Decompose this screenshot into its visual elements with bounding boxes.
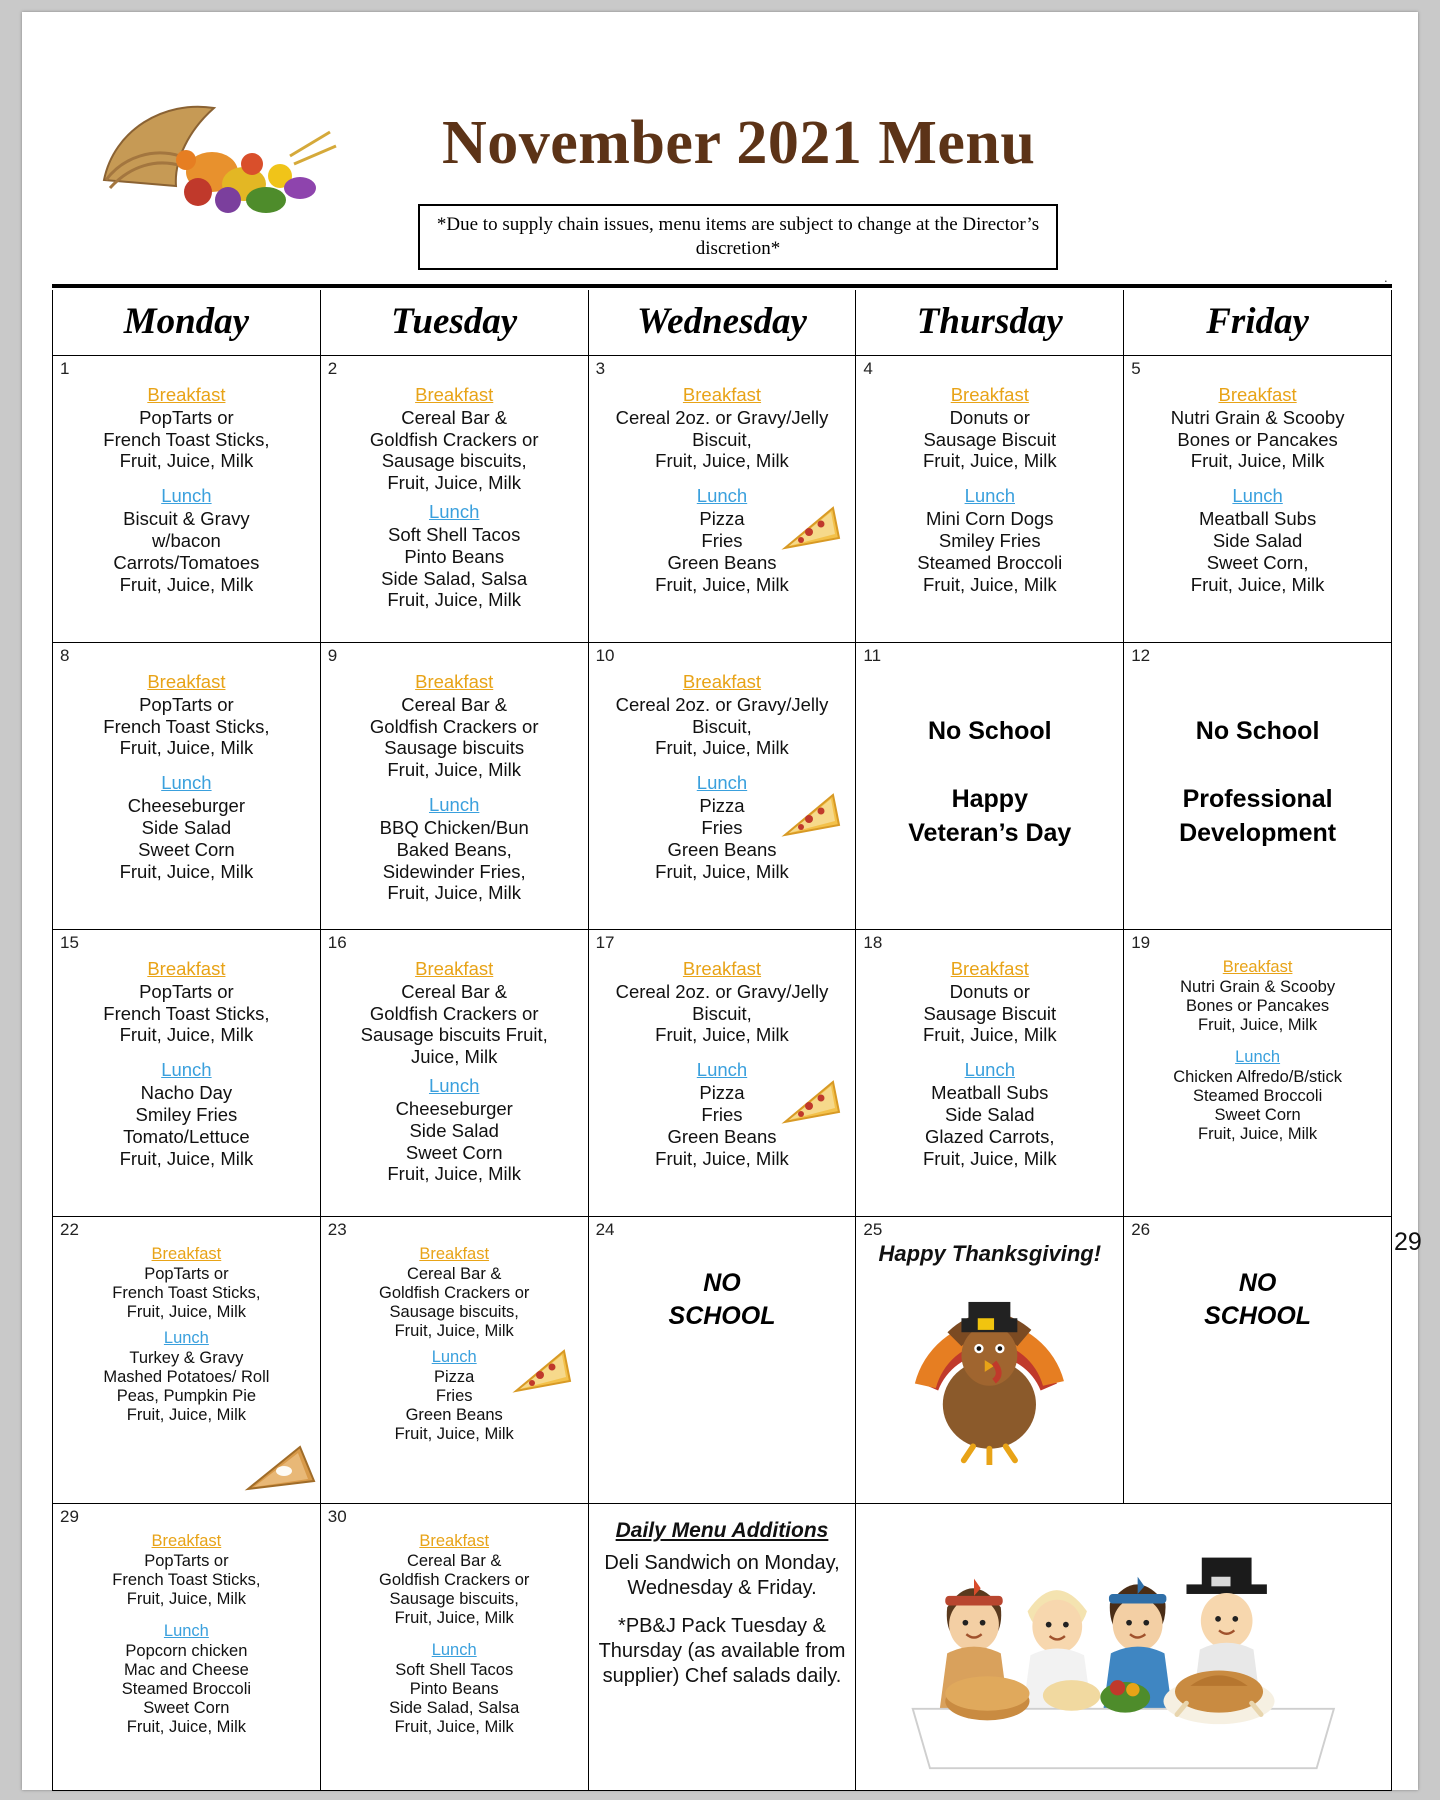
lunch-items: Meatball Subs Side Salad Glazed Carrots, Fruit, Juice, Milk — [922, 1082, 1057, 1169]
day-number: 2 — [327, 359, 338, 378]
breakfast-label: Breakfast — [147, 384, 226, 405]
day-number: 4 — [863, 359, 873, 378]
calendar-week-5 — [53, 1504, 1392, 1791]
day-content — [53, 1217, 320, 1431]
lunch-items: Cheeseburger Side Salad Sweet Corn Fruit, Juice, Milk — [387, 1097, 522, 1185]
pizza-icon — [781, 791, 843, 839]
lunch-items: Turkey & Gravy Mashed Potatoes/ Roll Peas, Pumpkin Pie Fruit, Juice, Milk — [103, 1348, 270, 1424]
weekday-tuesday: Tuesday — [320, 290, 588, 356]
day-content — [321, 643, 588, 910]
menu-calendar — [52, 290, 1392, 1791]
lunch-label: Lunch — [696, 1059, 748, 1081]
day-content — [321, 930, 588, 1191]
day-cell-15 — [53, 930, 321, 1217]
day-cell-23 — [320, 1217, 588, 1504]
day-number: 24 — [595, 1220, 615, 1239]
day-number: 9 — [327, 646, 338, 665]
day-content — [589, 643, 856, 888]
lunch-items: Meatball Subs Side Salad Sweet Corn, Fruit, Juice, Milk — [1190, 508, 1325, 595]
day-cell-2 — [320, 356, 588, 643]
breakfast-items: Cereal Bar & Goldfish Crackers or Sausage biscuits, Fruit, Juice, Milk — [369, 406, 539, 494]
day-cell-29 — [53, 1504, 321, 1791]
lunch-items: Pizza Fries Green Beans Fruit, Juice, Milk — [655, 1082, 789, 1169]
breakfast-items: Nutri Grain & Scooby Bones or Pancakes Fruit, Juice, Milk — [1180, 977, 1336, 1034]
day-content — [53, 643, 320, 888]
breakfast-items: PopTarts or French Toast Sticks, Fruit, Juice, Milk — [103, 980, 270, 1046]
holiday-note: Happy Veteran’s Day — [908, 784, 1072, 847]
daily-menu-additions — [589, 1504, 856, 1695]
lunch-label: Lunch — [161, 772, 212, 794]
day-content — [856, 643, 1123, 850]
calendar-week-4 — [53, 1217, 1392, 1504]
lunch-items: Biscuit & Gravy w/bacon Carrots/Tomatoes Fruit, Juice, Milk — [113, 508, 260, 595]
breakfast-items: Donuts or Sausage Biscuit Fruit, Juice, Milk — [922, 980, 1057, 1046]
lunch-label: Lunch — [964, 1059, 1015, 1081]
breakfast-items: Cereal 2oz. or Gravy/Jelly Biscuit, Fruit, Juice, Milk — [615, 980, 829, 1046]
calendar-week-2 — [53, 643, 1392, 930]
day-cell-1 — [53, 356, 321, 643]
breakfast-label: Breakfast — [151, 1245, 222, 1263]
day-cell-12 — [1124, 643, 1392, 930]
day-content — [589, 356, 856, 601]
lunch-label: Lunch — [163, 1328, 209, 1347]
weekday-monday: Monday — [53, 290, 321, 356]
lunch-items: Pizza Fries Green Beans Fruit, Juice, Milk — [394, 1367, 514, 1443]
breakfast-items: Cereal Bar & Goldfish Crackers or Sausage biscuits, Fruit, Juice, Milk — [379, 1551, 530, 1627]
pizza-icon — [512, 1347, 574, 1395]
lunch-label: Lunch — [428, 794, 480, 816]
lunch-label: Lunch — [1232, 485, 1283, 507]
day-content — [53, 1504, 320, 1743]
day-number: 15 — [60, 933, 79, 952]
weekday-header-row — [53, 290, 1392, 356]
lunch-label: Lunch — [163, 1621, 209, 1640]
breakfast-items: PopTarts or French Toast Sticks, Fruit, Juice, Milk — [103, 406, 270, 472]
breakfast-items: Cereal Bar & Goldfish Crackers or Sausage biscuits, Fruit, Juice, Milk — [379, 1264, 530, 1340]
additions-line-1: Deli Sandwich on Monday, Wednesday & Friday. — [604, 1552, 840, 1600]
day-content — [856, 356, 1123, 601]
lunch-items: Mini Corn Dogs Smiley Fries Steamed Broccoli Fruit, Juice, Milk — [917, 508, 1063, 595]
no-school-note: NO SCHOOL — [1204, 1269, 1312, 1330]
day-number: 17 — [595, 933, 615, 952]
breakfast-label: Breakfast — [415, 958, 494, 979]
day-number: 23 — [327, 1220, 347, 1239]
day-number: 25 — [863, 1220, 883, 1239]
breakfast-label: Breakfast — [1218, 384, 1297, 405]
lunch-items: BBQ Chicken/Bun Baked Beans, Sidewinder Fries, Fruit, Juice, Milk — [379, 816, 529, 904]
day-cell-10 — [588, 643, 856, 930]
day-number: 19 — [1131, 933, 1151, 952]
day-cell-9 — [320, 643, 588, 930]
day-cell-16 — [320, 930, 588, 1217]
breakfast-label: Breakfast — [419, 1532, 490, 1550]
lunch-label: Lunch — [964, 485, 1015, 507]
breakfast-label: Breakfast — [147, 671, 226, 692]
day-number: 30 — [327, 1507, 347, 1526]
lunch-items: Cheeseburger Side Salad Sweet Corn Fruit, Juice, Milk — [119, 795, 254, 882]
day-number: 26 — [1131, 1220, 1151, 1239]
day-cell-3 — [588, 356, 856, 643]
day-cell-24 — [588, 1217, 856, 1504]
calendar-week-3 — [53, 930, 1392, 1217]
breakfast-items: Donuts or Sausage Biscuit Fruit, Juice, Milk — [922, 406, 1057, 472]
lunch-items: Pizza Fries Green Beans Fruit, Juice, Milk — [655, 795, 789, 882]
breakfast-label: Breakfast — [1222, 958, 1293, 976]
additions-heading: Daily Menu Additions — [615, 1519, 829, 1542]
day-number: 29 — [60, 1507, 79, 1526]
day-content — [1124, 930, 1391, 1150]
breakfast-label: Breakfast — [419, 1245, 490, 1263]
day-content — [1124, 1217, 1391, 1332]
page-title: November 2021 Menu — [442, 109, 1036, 177]
lunch-label: Lunch — [696, 485, 748, 507]
breakfast-label: Breakfast — [415, 384, 494, 405]
lunch-items: Pizza Fries Green Beans Fruit, Juice, Milk — [655, 508, 789, 595]
professional-development-note: Professional Development — [1179, 784, 1337, 847]
thanksgiving-greeting: Happy Thanksgiving! — [878, 1241, 1102, 1266]
day-content — [53, 930, 320, 1175]
cornucopia-image — [94, 60, 344, 220]
daily-menu-additions-cell — [588, 1504, 856, 1791]
stray-mark: . — [1384, 270, 1388, 285]
lunch-items: Popcorn chicken Mac and Cheese Steamed Broccoli Sweet Corn Fruit, Juice, Milk — [121, 1641, 252, 1736]
disclaimer-note: *Due to supply chain issues, menu items are subject to change at the Director’s discretion* — [418, 204, 1058, 270]
lunch-label: Lunch — [431, 1640, 477, 1659]
weekday-wednesday: Wednesday — [588, 290, 856, 356]
lunch-items: Soft Shell Tacos Pinto Beans Side Salad, Salsa Fruit, Juice, Milk — [381, 523, 528, 611]
lunch-items: Soft Shell Tacos Pinto Beans Side Salad, Salsa Fruit, Juice, Milk — [389, 1660, 520, 1736]
breakfast-items: Cereal Bar & Goldfish Crackers or Sausage biscuits Fruit, Juice, Milk — [360, 980, 548, 1068]
breakfast-items: PopTarts or French Toast Sticks, Fruit, Juice, Milk — [112, 1551, 261, 1608]
weekday-friday: Friday — [1124, 290, 1392, 356]
breakfast-items: PopTarts or French Toast Sticks, Fruit, Juice, Milk — [112, 1264, 261, 1321]
side-page-number: 29 — [1394, 1228, 1422, 1256]
day-cell-18 — [856, 930, 1124, 1217]
lunch-label: Lunch — [428, 1075, 480, 1097]
day-number: 3 — [595, 359, 606, 378]
day-content — [53, 356, 320, 601]
lunch-label: Lunch — [161, 1059, 212, 1081]
breakfast-label: Breakfast — [682, 671, 762, 692]
day-content — [856, 930, 1123, 1175]
day-cell-22 — [53, 1217, 321, 1504]
breakfast-label: Breakfast — [950, 384, 1029, 405]
day-cell-8 — [53, 643, 321, 930]
day-cell-30 — [320, 1504, 588, 1791]
calendar-week-1 — [53, 356, 1392, 643]
breakfast-label: Breakfast — [151, 1532, 222, 1550]
breakfast-items: Cereal 2oz. or Gravy/Jelly Biscuit, Fruit, Juice, Milk — [615, 693, 829, 759]
day-number: 16 — [327, 933, 347, 952]
document-header — [22, 12, 1418, 285]
breakfast-items: Cereal Bar & Goldfish Crackers or Sausage biscuits Fruit, Juice, Milk — [369, 693, 539, 781]
weekday-thursday: Thursday — [856, 290, 1124, 356]
pumpkin-pie-icon — [244, 1441, 318, 1497]
lunch-label: Lunch — [431, 1347, 477, 1366]
day-content — [321, 356, 588, 617]
day-number: 8 — [60, 646, 70, 665]
breakfast-items: Nutri Grain & Scooby Bones or Pancakes Fruit, Juice, Milk — [1170, 406, 1345, 472]
pizza-icon — [781, 1078, 843, 1126]
breakfast-label: Breakfast — [147, 958, 226, 979]
day-number: 12 — [1131, 646, 1151, 665]
day-cell-25 — [856, 1217, 1124, 1504]
day-cell-5 — [1124, 356, 1392, 643]
lunch-label: Lunch — [428, 501, 480, 523]
day-number: 5 — [1131, 359, 1141, 378]
lunch-items: Nacho Day Smiley Fries Tomato/Lettuce Fruit, Juice, Milk — [119, 1082, 254, 1169]
day-content — [589, 930, 856, 1175]
day-cell-4 — [856, 356, 1124, 643]
lunch-items: Chicken Alfredo/B/stick Steamed Broccoli Sweet Corn Fruit, Juice, Milk — [1173, 1067, 1342, 1143]
additions-line-2: *PB&J Pack Tuesday & Thursday (as available from supplier) Chef salads daily. — [598, 1615, 846, 1688]
pilgrims-feast-image — [856, 1504, 1391, 1772]
header-divider — [52, 284, 1392, 288]
day-number: 1 — [60, 359, 70, 378]
day-content — [589, 1217, 856, 1332]
day-number: 10 — [595, 646, 615, 665]
pizza-icon — [781, 504, 843, 552]
breakfast-label: Breakfast — [415, 671, 494, 692]
day-cell-26 — [1124, 1217, 1392, 1504]
lunch-label: Lunch — [696, 772, 748, 794]
menu-document — [22, 12, 1422, 1790]
day-content — [321, 1504, 588, 1743]
pilgrims-illustration-cell — [856, 1504, 1392, 1791]
no-school-note: NO SCHOOL — [668, 1269, 776, 1330]
day-cell-17 — [588, 930, 856, 1217]
breakfast-items: PopTarts or French Toast Sticks, Fruit, Juice, Milk — [103, 693, 270, 759]
no-school-note: No School — [927, 717, 1052, 745]
day-content — [321, 1217, 588, 1450]
lunch-label: Lunch — [161, 485, 212, 507]
no-school-note: No School — [1195, 717, 1320, 745]
day-content — [1124, 356, 1391, 601]
lunch-label: Lunch — [1235, 1047, 1281, 1066]
day-number: 22 — [60, 1220, 79, 1239]
breakfast-label: Breakfast — [682, 958, 762, 979]
day-number: 11 — [863, 646, 882, 665]
day-cell-19 — [1124, 930, 1392, 1217]
day-content — [1124, 643, 1391, 850]
breakfast-label: Breakfast — [950, 958, 1029, 979]
day-number: 18 — [863, 933, 883, 952]
turkey-icon — [856, 1267, 1123, 1465]
day-cell-11 — [856, 643, 1124, 930]
breakfast-items: Cereal 2oz. or Gravy/Jelly Biscuit, Fruit, Juice, Milk — [615, 406, 829, 472]
breakfast-label: Breakfast — [682, 384, 762, 405]
